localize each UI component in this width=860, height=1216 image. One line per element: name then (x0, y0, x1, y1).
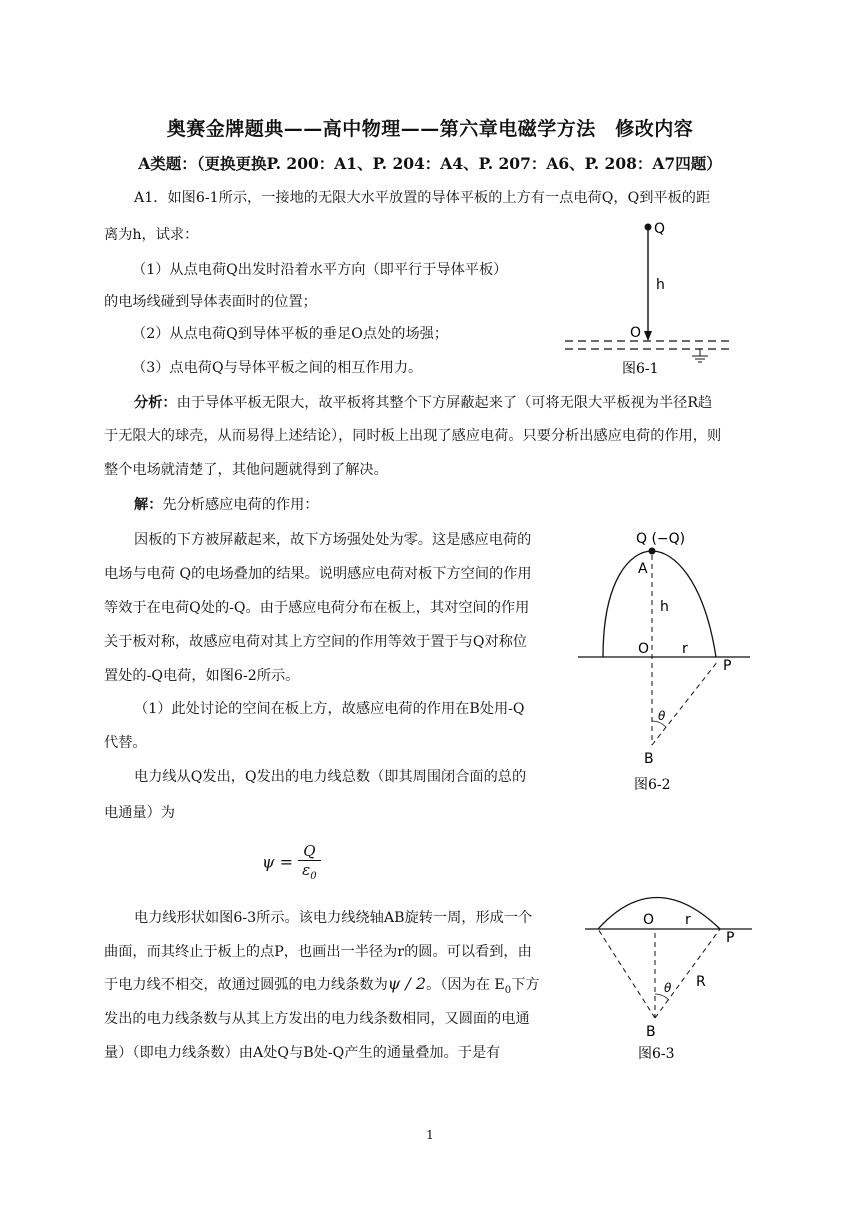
fig1-label-o: O (630, 325, 642, 341)
arrow-head-icon (644, 331, 652, 341)
solution-p2-line-2: 代替。 (104, 735, 147, 751)
figure-6-1 (560, 215, 740, 385)
fig2-label-top: Q (−Q) (636, 531, 686, 547)
solution-p4-line-3: 于电力线不相交，故通过圆弧的电力线条数为ψ / 2。（因为在 $E_0$下方 (104, 974, 540, 996)
flux-formula: ψ = $\frac{Q}{\varepsilon_0}$ (262, 842, 321, 882)
line-bp (652, 661, 718, 745)
question-3: （3）点电荷Q与导体平板之间的相互作用力。 (132, 360, 423, 376)
problem-line-1: A1．如图6-1所示，一接地的无限大水平放置的导体平板的上方有一点电荷Q，Q到平板的距 (134, 190, 711, 206)
flux-fraction: $\frac{Q}{\varepsilon_0}$ (298, 842, 320, 882)
line-bp (655, 929, 720, 1018)
solution-p1-line-3: 等效于在电荷Q处的-Q。由于感应电荷分布在板上，其对空间的作用 (104, 600, 530, 616)
solution-p2-line-1: （1）此处讨论的空间在板上方，故感应电荷的作用在B处用-Q (134, 701, 525, 717)
fig2-caption: 图6-2 (634, 777, 671, 793)
fig2-label-a: A (638, 561, 648, 577)
charge-dot (649, 548, 656, 555)
fig2-label-p: P (723, 658, 732, 674)
analysis-line-1: 分析：由于导体平板无限大，故平板将其整个下方屏蔽起来了（可将无限大平板视为半径R趋 (134, 395, 713, 411)
figure-6-2 (568, 525, 758, 800)
question-1b: 的电场线碰到导体表面时的位置； (104, 294, 317, 310)
fig3-label-theta: θ (664, 981, 672, 995)
solution-p1-line-4: 关于板对称，故感应电荷对其上方空间的作用等效于置于与Q对称位 (104, 634, 528, 650)
fig3-label-r: r (685, 912, 691, 928)
fig2-label-theta: θ (658, 709, 666, 723)
fig3-label-p: P (726, 930, 735, 946)
solution-p3-line-1: 电力线从Q发出，Q发出的电力线总数（即其周围闭合面的总的 (134, 769, 527, 785)
fig3-label-o: O (643, 912, 655, 928)
solution-p4-line-2: 曲面，而其终止于板上的点P，也画出一半径为r的圆。可以看到，由 (104, 944, 532, 960)
fig2-label-o: O (638, 641, 650, 657)
fig1-label-h: h (656, 277, 665, 293)
fig3-caption: 图6-3 (638, 1046, 675, 1062)
page-subtitle: A类题：（更换更换P. 200：A1、P. 204：A4、P. 207：A6、P. 208：A7四题） (138, 154, 722, 173)
half-flux-math: ψ / 2 (387, 974, 427, 993)
fig2-label-b: B (644, 751, 654, 767)
page-number: 1 (426, 1128, 434, 1142)
solution-p1-line-5: 置处的-Q电荷，如图6-2所示。 (104, 668, 300, 684)
solution-intro: 解：先分析感应电荷的作用： (134, 497, 319, 513)
fig1-label-q: Q (654, 221, 666, 237)
solution-p1-line-2: 电场与电荷 Q的电场叠加的结果。说明感应电荷对板下方空间的作用 (104, 566, 532, 582)
fig2-label-h: h (660, 599, 669, 615)
question-2: （2）从点电荷Q到导体平板的垂足O点处的场强； (132, 326, 449, 342)
question-1a: （1）从点电荷Q出发时沿着水平方向（即平行于导体平板） (132, 262, 508, 278)
figure-6-3 (580, 868, 760, 1068)
solution-p4-line-1: 电力线形状如图6-3所示。该电力线绕轴AB旋转一周，形成一个 (134, 910, 533, 926)
problem-line-2: 离为h，试求： (104, 227, 199, 243)
page-title: 奥赛金牌题典——高中物理——第六章电磁学方法 修改内容 (166, 118, 694, 140)
solution-p1-line-1: 因板的下方被屏蔽起来，故下方场强处处为零。这是感应电荷的 (134, 532, 532, 548)
solution-p4-line-5: 量）（即电力线条数）由A处Q与B处-Q产生的通量叠加。于是有 (104, 1045, 501, 1061)
analysis-label: 分析： (134, 395, 177, 411)
solution-label: 解： (134, 497, 163, 513)
fig2-label-r: r (682, 641, 688, 657)
solution-p4-line-4: 发出的电力线条数与从其上方发出的电力线条数相同，又圆面的电通 (104, 1011, 530, 1027)
analysis-line-2: 于无限大的球壳，从而易得上述结论），同时板上出现了感应电荷。只要分析出感应电荷的作用，则 (104, 428, 722, 444)
analysis-line-3: 整个电场就清楚了，其他问题就得到了解决。 (104, 462, 388, 478)
fig1-caption: 图6-1 (622, 361, 659, 377)
line-b-left (598, 929, 655, 1018)
fig3-label-R: R (696, 974, 706, 990)
field-line-arc (598, 898, 720, 930)
fig3-label-b: B (646, 1024, 656, 1040)
solution-p3-line-2: 电通量）为 (104, 805, 175, 821)
